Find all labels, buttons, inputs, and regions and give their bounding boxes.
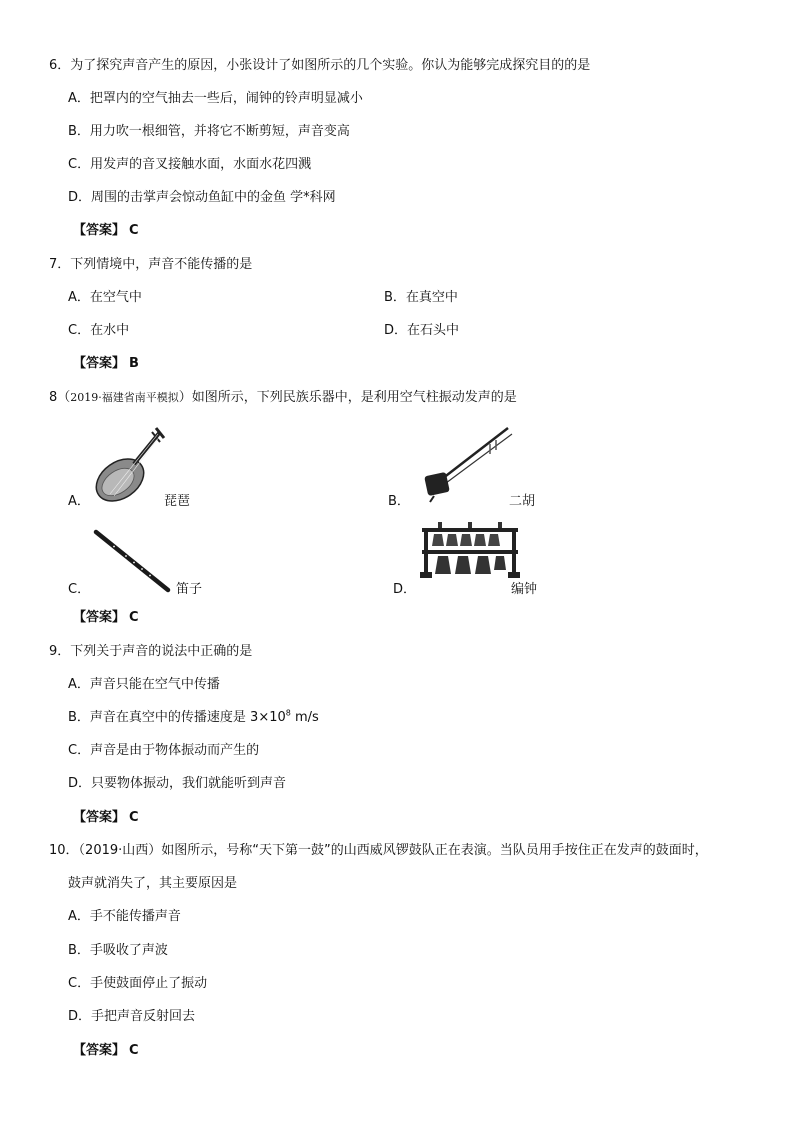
q9-option-b-text: B．声音在真空中的传播速度是 3×10 bbox=[68, 710, 286, 725]
q8-stem-text: ）如图所示，下列民族乐器中，是利用空气柱振动发声的是 bbox=[178, 390, 517, 405]
q7-stem: 7．下列情境中，声音不能传播的是 bbox=[49, 257, 253, 272]
q6-option-b: B．用力吹一根细管，并将它不断剪短，声音变高 bbox=[68, 124, 350, 139]
answer-label: 【答案】 bbox=[73, 356, 126, 371]
q8-option-b-letter: B． bbox=[388, 494, 410, 509]
answer-value: C bbox=[129, 223, 139, 238]
q6-answer bbox=[73, 223, 139, 239]
q10-stem-line2: 鼓声就消失了，其主要原因是 bbox=[68, 876, 238, 891]
q6-option-a: A．把罩内的空气抽去一些后，闹钟的铃声明显减小 bbox=[68, 91, 363, 106]
q6-stem: 6．为了探究声音产生的原因，小张设计了如图所示的几个实验。你认为能够完成探究目的的是 bbox=[49, 58, 591, 73]
answer-label: 【答案】 bbox=[73, 223, 126, 238]
q9-option-b bbox=[68, 710, 319, 726]
q8-option-c-name: 笛子 bbox=[176, 582, 203, 597]
q6-option-c: C．用发声的音叉接触水面，水面水花四溅 bbox=[68, 157, 312, 172]
q7-option-d: D．在石头中 bbox=[384, 323, 460, 338]
answer-value: C bbox=[129, 1043, 139, 1058]
q8-option-d-letter: D． bbox=[393, 582, 417, 597]
q10-stem-line1: 10．（2019·山西）如图所示，号称“天下第一鼓”的山西威风锣鼓队正在表演。当队员用手按住正在发声的鼓面时， bbox=[49, 843, 708, 858]
q6-option-d: D．周围的击掌声会惊动鱼缸中的金鱼 学*科网 bbox=[68, 190, 336, 205]
q8-option-d-name: 编钟 bbox=[511, 582, 538, 597]
q10-option-b: B．手吸收了声波 bbox=[68, 943, 168, 958]
pipa-image bbox=[90, 424, 168, 504]
q7-option-b: B．在真空中 bbox=[384, 290, 458, 305]
q10-option-d: D．手把声音反射回去 bbox=[68, 1009, 196, 1024]
q8-option-b-name: 二胡 bbox=[509, 494, 536, 509]
q9-option-b-exponent: 8 bbox=[285, 708, 291, 718]
q10-answer bbox=[73, 1043, 139, 1059]
q8-source: 2019·福建省南平模拟 bbox=[70, 391, 179, 404]
answer-label: 【答案】 bbox=[73, 610, 126, 625]
q8-number: 8（ bbox=[49, 390, 71, 405]
answer-label: 【答案】 bbox=[73, 810, 126, 825]
q8-answer bbox=[73, 610, 139, 626]
q10-option-c: C．手使鼓面停止了振动 bbox=[68, 976, 208, 991]
q10-option-a: A．手不能传播声音 bbox=[68, 909, 181, 924]
q9-option-b-unit: m/s bbox=[290, 710, 319, 725]
q9-option-a: A．声音只能在空气中传播 bbox=[68, 677, 220, 692]
q9-stem: 9．下列关于声音的说法中正确的是 bbox=[49, 644, 253, 659]
answer-value: C bbox=[129, 610, 139, 625]
dizi-image bbox=[92, 528, 172, 594]
q7-option-a: A．在空气中 bbox=[68, 290, 142, 305]
q8-option-a-letter: A． bbox=[68, 494, 90, 509]
q8-stem bbox=[49, 390, 517, 406]
answer-value: B bbox=[129, 356, 139, 371]
answer-label: 【答案】 bbox=[73, 1043, 126, 1058]
answer-value: C bbox=[129, 810, 139, 825]
q7-answer bbox=[73, 356, 139, 372]
q8-option-c-letter: C． bbox=[68, 582, 91, 597]
q9-option-d: D．只要物体振动，我们就能听到声音 bbox=[68, 776, 287, 791]
bianzhong-image bbox=[418, 520, 522, 584]
q9-option-c: C．声音是由于物体振动而产生的 bbox=[68, 743, 260, 758]
q7-option-c: C．在水中 bbox=[68, 323, 130, 338]
q9-answer bbox=[73, 810, 139, 826]
q8-option-a-name: 琵琶 bbox=[164, 494, 191, 509]
erhu-image bbox=[412, 424, 514, 504]
